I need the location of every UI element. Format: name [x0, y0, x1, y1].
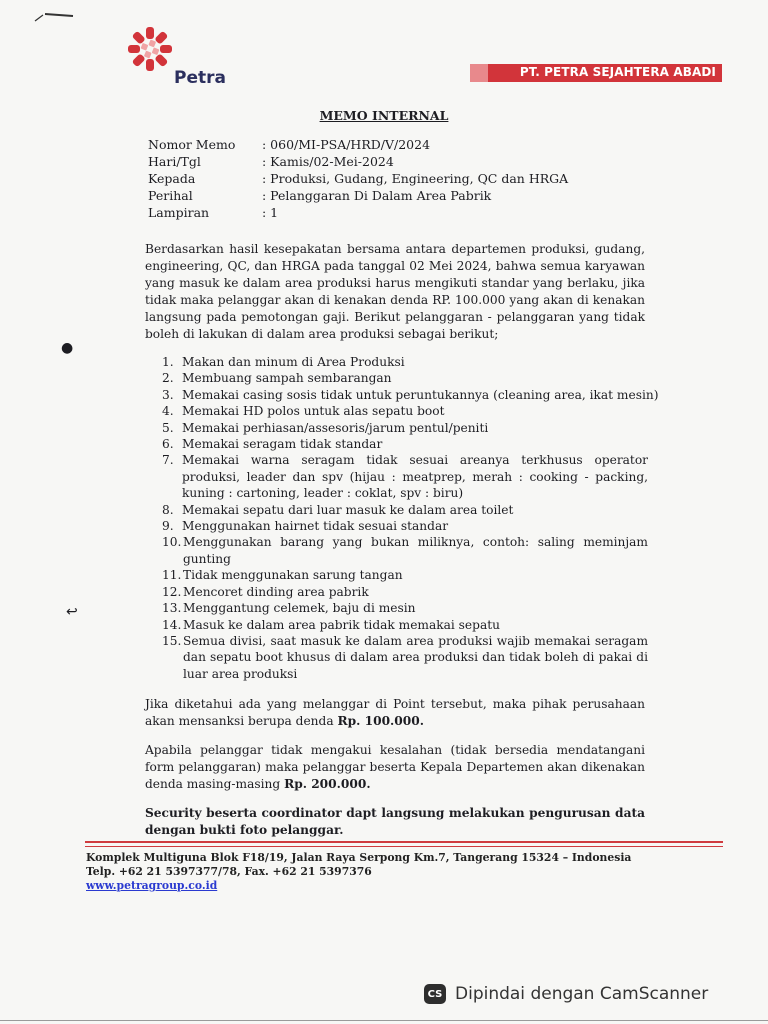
camscanner-label: Dipindai dengan CamScanner: [455, 984, 709, 1004]
list-item: [162, 584, 648, 600]
meta-row-lampiran: [148, 204, 568, 221]
list-text: Menggantung celemek, baju di mesin: [183, 601, 416, 616]
meta-row-nomor: [148, 136, 568, 153]
list-number: 2.: [162, 371, 174, 386]
pen-mark: [33, 9, 75, 23]
meta-value: : Pelanggaran Di Dalam Area Pabrik: [262, 188, 492, 203]
list-text: Memakai HD polos untuk alas sepatu boot: [182, 404, 445, 419]
meta-label: Perihal: [148, 188, 193, 203]
list-text: Masuk ke dalam area pabrik tidak memakai sepatu: [183, 617, 500, 632]
memo-title: MEMO INTERNAL: [319, 108, 449, 123]
list-text: Membuang sampah sembarangan: [182, 371, 392, 386]
footer-website-link[interactable]: www.petragroup.co.id: [86, 879, 218, 892]
footer-rule-top: [85, 841, 723, 843]
meta-row-kepada: [148, 170, 568, 187]
list-item: [162, 420, 648, 436]
list-item: [162, 387, 659, 403]
list-item: [162, 452, 648, 501]
list-item: [162, 534, 648, 567]
list-number: 14.: [162, 617, 182, 632]
list-text: Tidak menggunakan sarung tangan: [183, 568, 403, 583]
page-edge-line: [0, 1020, 768, 1021]
memo-meta: [148, 136, 568, 221]
list-number: 7.: [162, 453, 174, 468]
meta-value: : Produksi, Gudang, Engineering, QC dan HRGA: [262, 171, 569, 186]
fine-amount: Rp. 200.000.: [284, 777, 371, 791]
list-text: Semua divisi, saat masuk ke dalam area produksi wajib memakai seragam dan sepatu boot khusus di dalam area produksi dan tidak boleh di pakai di luar area produksi: [183, 633, 648, 681]
list-text: Mencoret dinding area pabrik: [183, 584, 369, 599]
list-text: Menggunakan barang yang bukan miliknya, contoh: saling meminjam gunting: [183, 535, 648, 566]
hole-punch-mark: ●: [61, 340, 74, 356]
list-number: 11.: [162, 568, 182, 583]
list-number: 6.: [162, 437, 174, 452]
violations-list: [162, 354, 659, 682]
meta-label: Kepada: [148, 171, 196, 186]
list-item: [162, 518, 648, 534]
list-text: Memakai perhiasan/assesoris/jarum pentul/peniti: [182, 420, 489, 435]
pen-scribble-mark: ↩: [66, 604, 78, 620]
list-number: 3.: [162, 387, 174, 402]
company-banner: [470, 64, 722, 82]
meta-row-perihal: [148, 187, 568, 204]
list-number: 4.: [162, 404, 174, 419]
sanction-text: Jika diketahui ada yang melanggar di Point tersebut, maka pihak perusahaan akan mensanksi berupa denda: [145, 697, 645, 728]
list-text: Memakai warna seragam tidak sesuai areanya terkhusus operator produksi, leader dan spv (hijau : meatprep, merah : cooking - packing, kuning : cartoning, leader : coklat, spv : biru): [182, 453, 648, 501]
list-text: Makan dan minum di Area Produksi: [182, 355, 405, 369]
list-number: 5.: [162, 420, 174, 435]
list-number: 8.: [162, 502, 174, 517]
footer-address: Komplek Multiguna Blok F18/19, Jalan Raya Serpong Km.7, Tangerang 15324 – Indonesia: [86, 851, 632, 864]
banner-accent: [470, 64, 488, 82]
list-item: [162, 354, 648, 370]
camscanner-watermark: [424, 982, 708, 1006]
meta-row-tanggal: [148, 153, 568, 170]
list-number: 9.: [162, 519, 174, 534]
list-item: [162, 600, 648, 616]
meta-label: Nomor Memo: [148, 137, 236, 152]
list-number: 13.: [162, 601, 182, 616]
list-text: Menggunakan hairnet tidak sesuai standar: [182, 519, 449, 534]
sanction-paragraph-1: [145, 696, 645, 730]
footer-rule-bottom: [85, 846, 723, 847]
sanction-paragraph-2: [145, 742, 645, 793]
list-item: [162, 617, 648, 633]
list-number: 12.: [162, 584, 182, 599]
list-item: [162, 633, 648, 682]
footer-phone: Telp. +62 21 5397377/78, Fax. +62 21 5397376: [86, 865, 372, 878]
security-note: Security beserta coordinator dapt langsung melakukan pengurusan data dengan bukti foto pelanggar.: [145, 806, 645, 837]
list-item: [162, 436, 648, 452]
list-item: [162, 370, 648, 386]
fine-amount: Rp. 100.000.: [337, 714, 424, 728]
list-text: Memakai casing sosis tidak untuk peruntukannya (cleaning area, ikat mesin): [182, 387, 659, 402]
list-number: 1.: [162, 355, 174, 369]
camscanner-logo-icon: CS: [424, 984, 446, 1004]
meta-label: Lampiran: [148, 205, 210, 220]
meta-label: Hari/Tgl: [148, 154, 201, 169]
logo-text: Petra: [174, 68, 226, 88]
intro-paragraph: Berdasarkan hasil kesepakatan bersama antara departemen produksi, gudang, engineering, QC, dan HRGA pada tanggal 02 Mei 2024, bahwa semua karyawan yang masuk ke dalam area produksi harus mengikuti standar yang berlaku, jika tidak maka pelanggar akan di kenakan denda RP. 100.000 yang akan di kenakan langsung pada pemotongan gaji. Berikut pelanggaran - pelanggaran yang tidak boleh di lakukan di dalam area produksi sebagai berikut;: [145, 242, 645, 341]
footer: [86, 851, 631, 893]
list-item: [162, 502, 648, 518]
list-number: 10.: [162, 535, 182, 550]
meta-value: : 1: [262, 205, 279, 220]
meta-value: : Kamis/02-Mei-2024: [262, 154, 394, 169]
list-text: Memakai seragam tidak standar: [182, 437, 383, 452]
list-item: [162, 403, 648, 419]
list-number: 15.: [162, 633, 182, 648]
meta-value: : 060/MI-PSA/HRD/V/2024: [262, 137, 431, 152]
sanction-text: Apabila pelanggar tidak mengakui kesalahan (tidak bersedia mendatangani form pelanggaran) maka pelanggar beserta Kepala Departemen akan dikenakan denda masing-masing: [145, 743, 645, 791]
company-name: PT. PETRA SEJAHTERA ABADI: [519, 65, 716, 79]
list-item: [162, 567, 648, 583]
list-text: Memakai sepatu dari luar masuk ke dalam area toilet: [182, 502, 514, 517]
